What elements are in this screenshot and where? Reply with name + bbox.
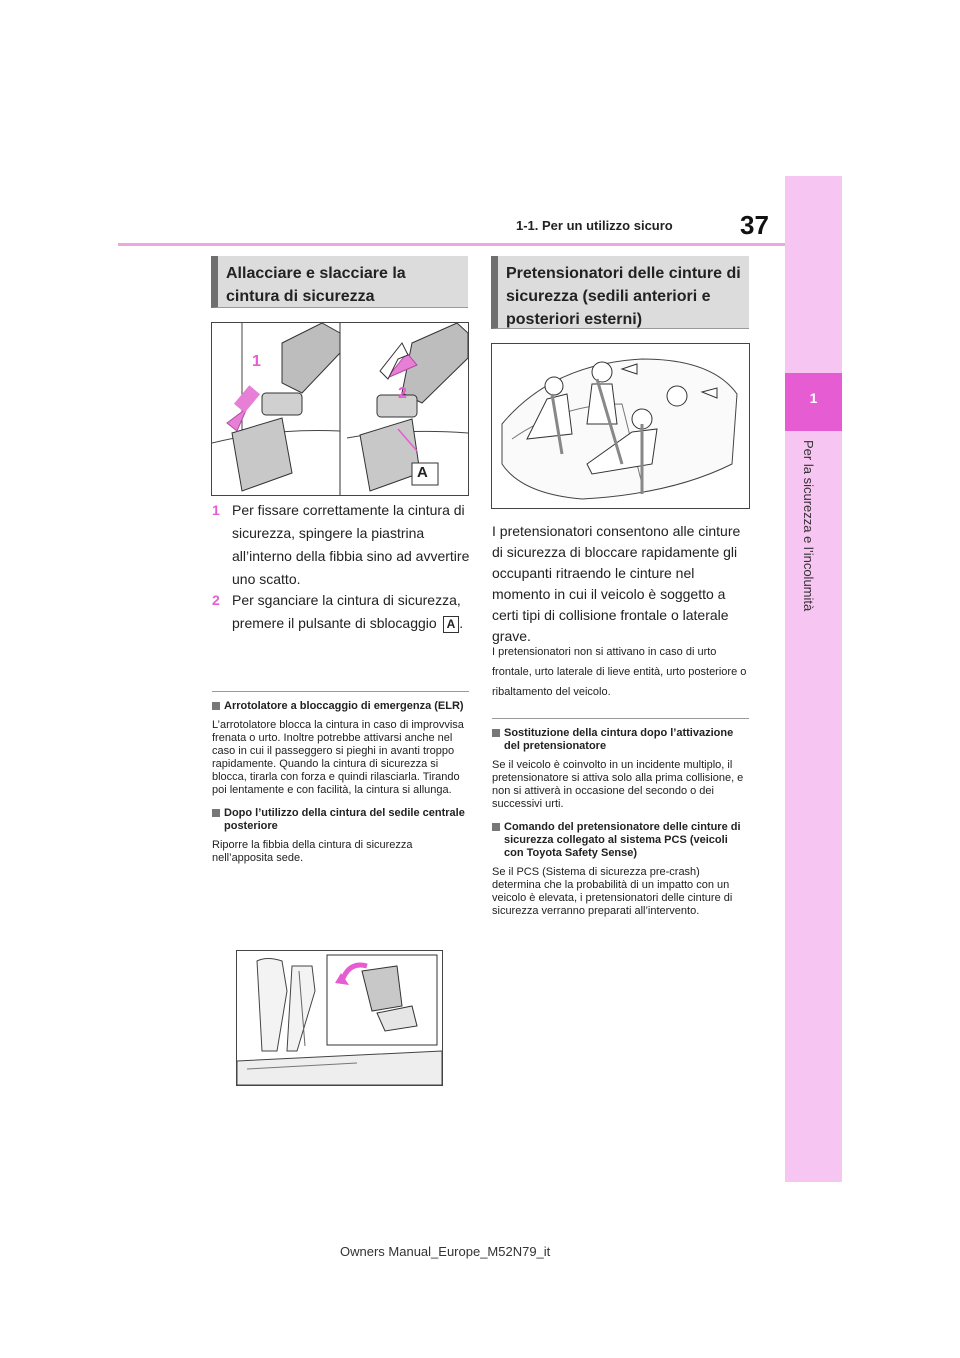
header-rule: [118, 243, 785, 246]
callout-a-badge: A: [443, 616, 460, 633]
side-tab: [785, 176, 842, 1182]
replacement-body: Se il veicolo è coinvolto in un incidente multiplo, il pretensionatore si attiva solo alla prima collisione, e non si attiverà in occasione del secondo o dei successivi urti.: [492, 759, 744, 810]
rear-center-body: Riporre la fibbia della cintura di sicurezza nell’apposita sede.: [212, 839, 413, 864]
divider: [212, 691, 469, 692]
section-title: 1-1. Per un utilizzo sicuro: [516, 218, 673, 233]
step-1: [212, 499, 470, 591]
step-2: [212, 589, 470, 635]
chapter-number: 1: [809, 390, 818, 406]
step-number: 2: [212, 592, 220, 608]
step-number: 1: [212, 502, 220, 518]
pcs-title: Comando del pretensionatore delle cinture di sicurezza collegato al sistema PCS (veicoli con Toyota Safety Sense): [492, 821, 748, 860]
pcs-body: Se il PCS (Sistema di sicurezza pre-crash) determina che la probabilità di un impatto con un veicolo è elevata, i pretensionatori delle cinture di sicurezza verranno preparati all’intervento.: [492, 866, 733, 917]
elr-title: Arrotolatore a bloccaggio di emergenza (ELR): [212, 700, 467, 713]
figure-buckle-illustration: [211, 322, 469, 496]
elr-section: [212, 700, 467, 865]
step-text: Per sganciare la cintura di sicurezza, premere il pulsante di sblocaggio: [232, 592, 461, 631]
footer-manual-id: Owners Manual_Europe_M52N79_it: [340, 1244, 551, 1259]
heading-pretensioners: Pretensionatori delle cinture di sicurezza (sedili anteriori e posteriori esterni): [491, 256, 749, 329]
replacement-title: Sostituzione della cintura dopo l’attivazione del pretensionatore: [492, 727, 748, 753]
rear-seat-drawing: [237, 951, 442, 1085]
step-text: Per fissare correttamente la cintura di sicurezza, spingere la piastrina all’interno della fibbia sino ad avvertire uno scatto.: [232, 502, 470, 587]
cabin-drawing: [492, 344, 749, 508]
divider: [492, 718, 749, 719]
figure-callout-a: A: [417, 464, 428, 481]
heading-fasten-unfasten: Allacciare e slacciare la cintura di sicurezza: [211, 256, 468, 308]
pretensioner-note: I pretensionatori non si attivano in caso di urto frontale, urto laterale di lieve entità, urto posteriore o ribaltamento del veicolo.: [492, 646, 747, 698]
elr-body: L’arrotolatore blocca la cintura in caso di improvvisa frenata o urto. Inoltre potrebbe attivarsi anche nel caso in cui il passeggero si pieghi in avanti troppo rapidamente. Quando la cintura di sicurezza si blocca, tirarla con forza e quindi rilasciarla. Tirando poi lentamente e con facilità, la cintura si allunga.: [212, 719, 464, 796]
figure-pretensioners-cabin: [491, 343, 750, 509]
chapter-title: Per la sicurezza e l’incolumità: [801, 440, 816, 612]
page-number: 37: [740, 210, 769, 240]
figure-rear-seat-buckle: [236, 950, 443, 1086]
pretensioner-intro: I pretensionatori consentono alle cinture di sicurezza di bloccare rapidamente gli occupanti ritraendo le cinture nel momento in cui il veicolo è soggetto a certi tipi di collisione frontale o laterale grave.: [492, 523, 741, 644]
figure-label-2: 2: [398, 385, 407, 402]
step-suffix: .: [459, 615, 464, 631]
rear-center-title: Dopo l’utilizzo della cintura del sedile centrale posteriore: [212, 807, 467, 833]
step-text-container: [232, 589, 470, 635]
figure-label-1: 1: [252, 353, 261, 370]
buckle-drawing: [212, 323, 468, 495]
replacement-section: [492, 727, 748, 918]
